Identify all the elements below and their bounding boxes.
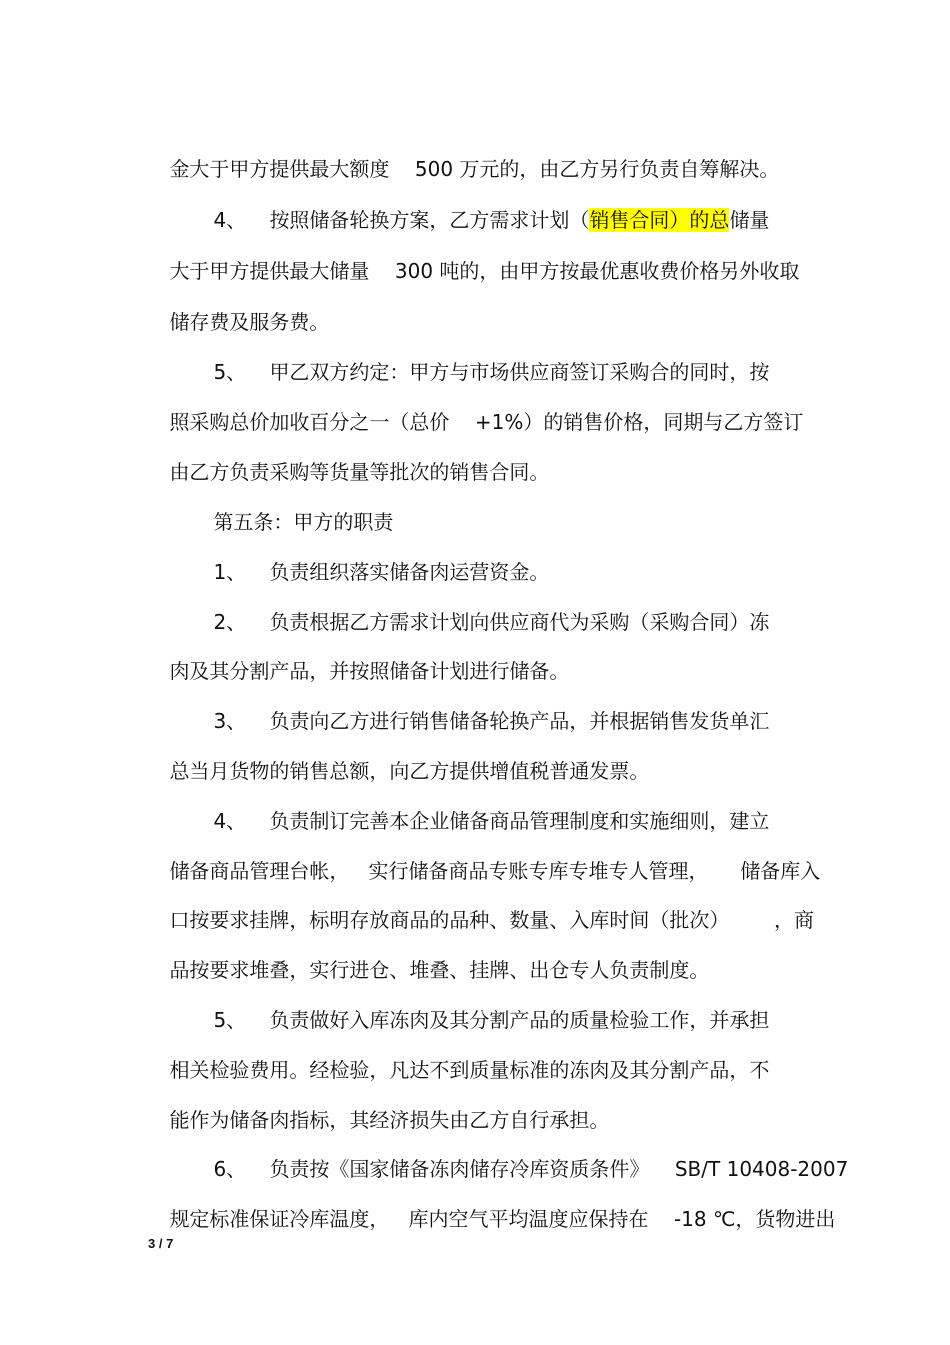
page-number: 3 / 7 [148,1236,174,1251]
clause-number: 3、 [213,709,247,733]
clause-number: 5、 [213,1008,247,1032]
line-text: 储存费及服务费。 [169,310,330,334]
clause-number: 6、 [213,1157,247,1181]
line-text: 储备商品管理台帐， 实行储备商品专账专库专堆专人管理， 储备库入 [169,859,821,883]
line-text: 大于甲方提供最大储量 300 吨的，由甲方按最优惠收费价格另外收取 [169,259,800,283]
line-text: 口按要求挂牌，标明存放商品的品种、数量、入库时间（批次） ，商 [169,908,814,932]
line-text: 肉及其分割产品，并按照储备计划进行储备。 [169,659,570,683]
line-text: 甲乙双方约定：甲方与市场供应商签订采购合的同时，按 [269,360,770,384]
clause-number: 4、 [213,208,247,232]
line-text: 总当月货物的销售总额，向乙方提供增值税普通发票。 [169,759,650,783]
heading-text: 第五条：甲方的职责 [213,510,394,534]
paragraph-line [144,1177,835,1261]
line-text: 能作为储备肉指标，其经济损失由乙方自行承担。 [169,1108,610,1132]
line-text: 负责做好入库冻肉及其分割产品的质量检验工作，并承担 [269,1008,770,1032]
line-text: 品按要求堆叠，实行进仓、堆叠、挂牌、出仓专人负责制度。 [169,958,710,982]
clause-number: 1、 [213,560,247,584]
line-text: 金大于甲方提供最大额度 500 万元的，由乙方另行负责自筹解决。 [169,157,780,181]
line-text: 负责按《国家储备冻肉储存冷库资质条件》 SB/T 10408-2007 [269,1157,849,1181]
line-text: 规定标准保证冷库温度， 库内空气平均温度应保持在 -18 ℃，货物进出 [169,1207,836,1231]
line-text: 负责根据乙方需求计划向供应商代为采购（采购合同）冻 [269,610,770,634]
line-text: 相关检验费用。经检验，凡达不到质量标准的冻肉及其分割产品，不 [169,1058,770,1082]
clause-number: 2、 [213,610,247,634]
line-text: 负责组织落实储备肉运营资金。 [269,560,550,584]
line-text: 按照储备轮换方案，乙方需求计划（ [269,208,590,232]
line-text: 由乙方负责采购等货量等批次的销售合同。 [169,460,550,484]
highlighted-text: 销售合同）的总 [589,208,730,232]
line-text: 负责制订完善本企业储备商品管理制度和实施细则，建立 [269,809,770,833]
line-text: 储量 [729,208,770,232]
line-text: 照采购总价加收百分之一（总价 +1%）的销售价格，同期与乙方签订 [169,410,804,434]
clause-number: 5、 [213,360,247,384]
line-text: 负责向乙方进行销售储备轮换产品，并根据销售发货单汇 [269,709,770,733]
clause-number: 4、 [213,809,247,833]
